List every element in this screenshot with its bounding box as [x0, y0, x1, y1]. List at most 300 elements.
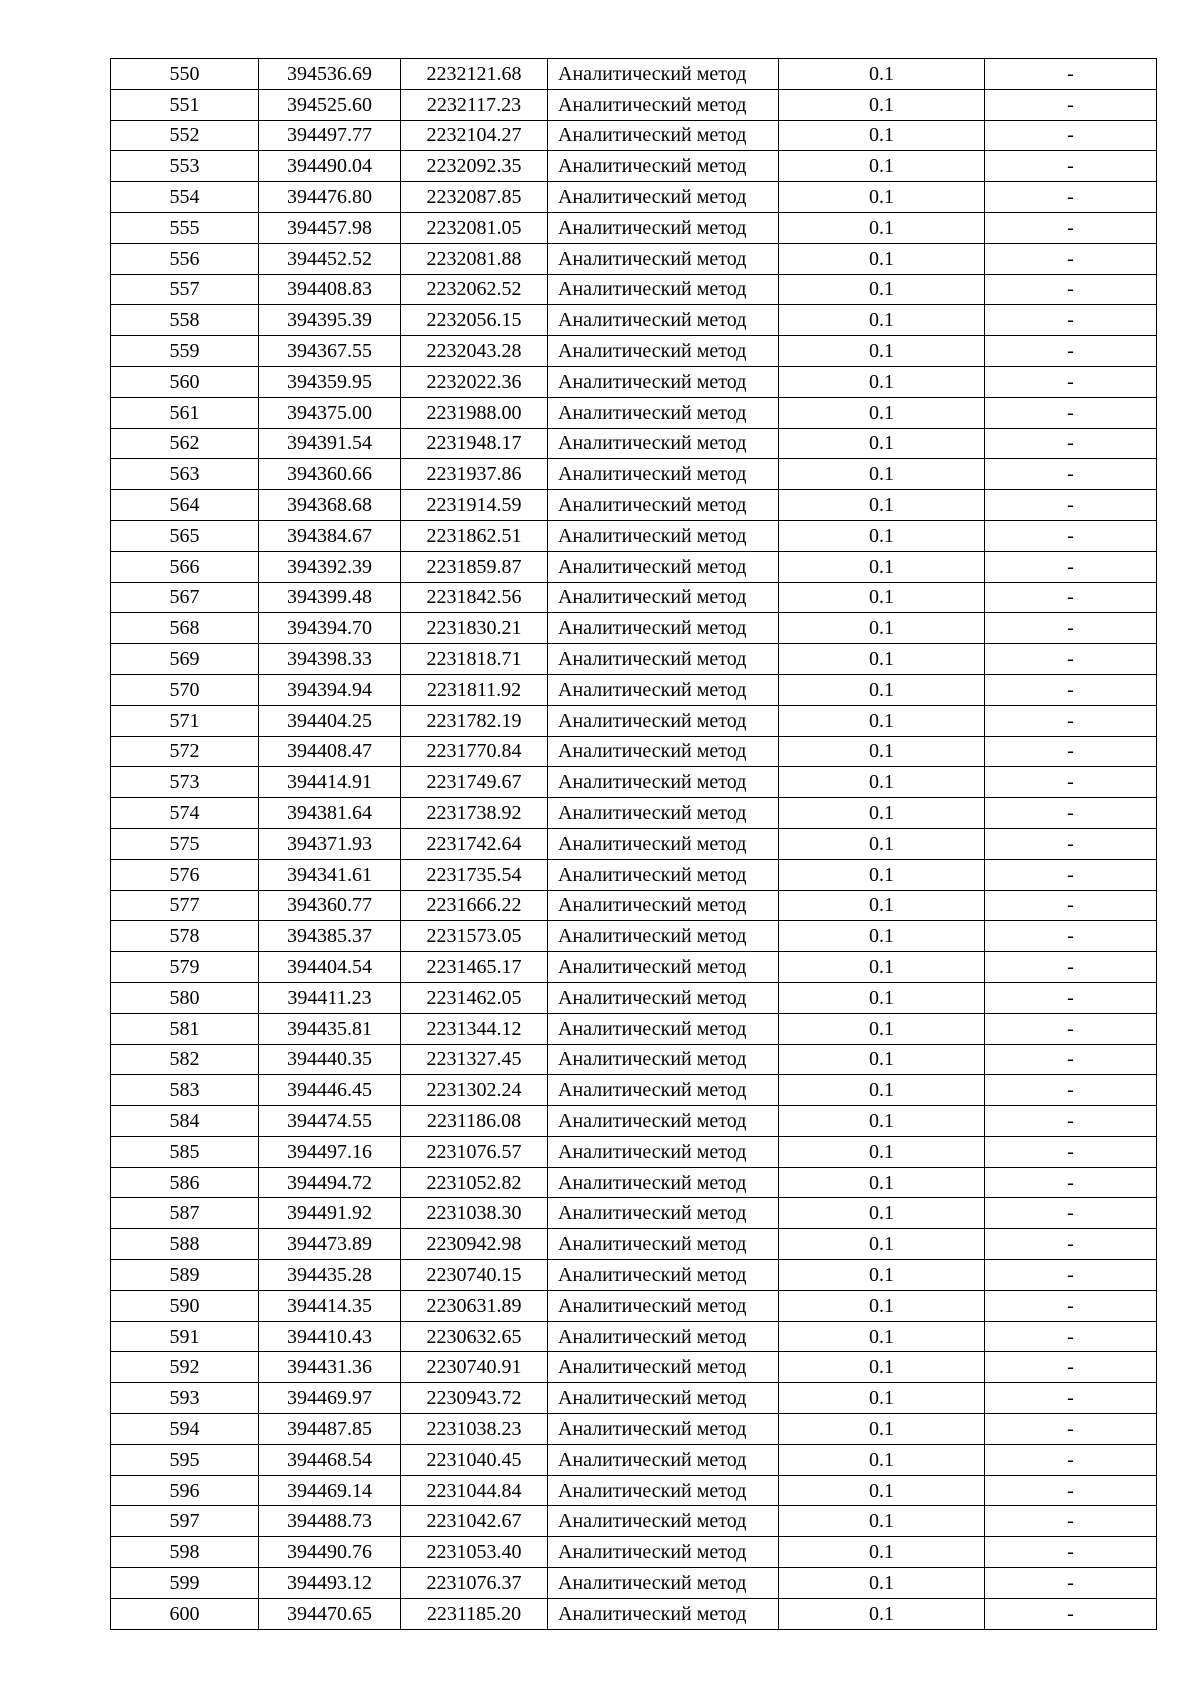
note-cell: - [985, 1167, 1157, 1198]
table-row [111, 59, 1157, 90]
accuracy-cell: 0.1 [779, 151, 985, 182]
note-cell: - [985, 1598, 1157, 1629]
note-cell: - [985, 274, 1157, 305]
y-coordinate-cell: 2231076.57 [401, 1136, 548, 1167]
table-row [111, 674, 1157, 705]
x-coordinate-cell: 394490.04 [259, 151, 401, 182]
point-number-cell: 560 [111, 366, 259, 397]
method-cell: Аналитический метод [548, 1260, 779, 1291]
table-row [111, 1598, 1157, 1629]
note-cell: - [985, 182, 1157, 213]
accuracy-cell: 0.1 [779, 582, 985, 613]
accuracy-cell: 0.1 [779, 613, 985, 644]
y-coordinate-cell: 2231465.17 [401, 952, 548, 983]
x-coordinate-cell: 394414.91 [259, 767, 401, 798]
y-coordinate-cell: 2232043.28 [401, 336, 548, 367]
note-cell: - [985, 212, 1157, 243]
table-row [111, 859, 1157, 890]
table-row [111, 798, 1157, 829]
table-row [111, 890, 1157, 921]
x-coordinate-cell: 394399.48 [259, 582, 401, 613]
accuracy-cell: 0.1 [779, 274, 985, 305]
note-cell: - [985, 736, 1157, 767]
table-row [111, 1352, 1157, 1383]
x-coordinate-cell: 394404.25 [259, 705, 401, 736]
method-cell: Аналитический метод [548, 890, 779, 921]
method-cell: Аналитический метод [548, 859, 779, 890]
table-row [111, 1414, 1157, 1445]
y-coordinate-cell: 2231811.92 [401, 674, 548, 705]
y-coordinate-cell: 2231573.05 [401, 921, 548, 952]
y-coordinate-cell: 2230942.98 [401, 1229, 548, 1260]
note-cell: - [985, 859, 1157, 890]
y-coordinate-cell: 2231988.00 [401, 397, 548, 428]
point-number-cell: 573 [111, 767, 259, 798]
y-coordinate-cell: 2231937.86 [401, 459, 548, 490]
accuracy-cell: 0.1 [779, 1106, 985, 1137]
x-coordinate-cell: 394394.94 [259, 674, 401, 705]
point-number-cell: 569 [111, 644, 259, 675]
note-cell: - [985, 674, 1157, 705]
table-row [111, 120, 1157, 151]
method-cell: Аналитический метод [548, 613, 779, 644]
method-cell: Аналитический метод [548, 1414, 779, 1445]
x-coordinate-cell: 394398.33 [259, 644, 401, 675]
note-cell: - [985, 828, 1157, 859]
x-coordinate-cell: 394470.65 [259, 1598, 401, 1629]
point-number-cell: 581 [111, 1013, 259, 1044]
point-number-cell: 555 [111, 212, 259, 243]
table-row [111, 1321, 1157, 1352]
accuracy-cell: 0.1 [779, 1352, 985, 1383]
x-coordinate-cell: 394473.89 [259, 1229, 401, 1260]
note-cell: - [985, 1229, 1157, 1260]
y-coordinate-cell: 2231042.67 [401, 1506, 548, 1537]
accuracy-cell: 0.1 [779, 336, 985, 367]
point-number-cell: 587 [111, 1198, 259, 1229]
table-row [111, 952, 1157, 983]
x-coordinate-cell: 394488.73 [259, 1506, 401, 1537]
method-cell: Аналитический метод [548, 1537, 779, 1568]
note-cell: - [985, 890, 1157, 921]
note-cell: - [985, 459, 1157, 490]
point-number-cell: 598 [111, 1537, 259, 1568]
method-cell: Аналитический метод [548, 89, 779, 120]
y-coordinate-cell: 2231344.12 [401, 1013, 548, 1044]
point-number-cell: 564 [111, 490, 259, 521]
note-cell: - [985, 1321, 1157, 1352]
x-coordinate-cell: 394359.95 [259, 366, 401, 397]
method-cell: Аналитический метод [548, 921, 779, 952]
point-number-cell: 571 [111, 705, 259, 736]
method-cell: Аналитический метод [548, 1013, 779, 1044]
y-coordinate-cell: 2231749.67 [401, 767, 548, 798]
table-row [111, 1229, 1157, 1260]
note-cell: - [985, 397, 1157, 428]
table-row [111, 1568, 1157, 1599]
point-number-cell: 557 [111, 274, 259, 305]
x-coordinate-cell: 394469.97 [259, 1383, 401, 1414]
x-coordinate-cell: 394525.60 [259, 89, 401, 120]
accuracy-cell: 0.1 [779, 1506, 985, 1537]
point-number-cell: 583 [111, 1075, 259, 1106]
table-row [111, 1290, 1157, 1321]
table-row [111, 1167, 1157, 1198]
point-number-cell: 580 [111, 982, 259, 1013]
note-cell: - [985, 1444, 1157, 1475]
x-coordinate-cell: 394341.61 [259, 859, 401, 890]
point-number-cell: 566 [111, 551, 259, 582]
x-coordinate-cell: 394536.69 [259, 59, 401, 90]
y-coordinate-cell: 2231735.54 [401, 859, 548, 890]
y-coordinate-cell: 2231040.45 [401, 1444, 548, 1475]
table-row [111, 459, 1157, 490]
y-coordinate-cell: 2232104.27 [401, 120, 548, 151]
point-number-cell: 553 [111, 151, 259, 182]
x-coordinate-cell: 394360.77 [259, 890, 401, 921]
table-row [111, 428, 1157, 459]
y-coordinate-cell: 2231842.56 [401, 582, 548, 613]
method-cell: Аналитический метод [548, 767, 779, 798]
point-number-cell: 561 [111, 397, 259, 428]
point-number-cell: 591 [111, 1321, 259, 1352]
method-cell: Аналитический метод [548, 982, 779, 1013]
x-coordinate-cell: 394493.12 [259, 1568, 401, 1599]
method-cell: Аналитический метод [548, 212, 779, 243]
method-cell: Аналитический метод [548, 1598, 779, 1629]
note-cell: - [985, 1013, 1157, 1044]
x-coordinate-cell: 394375.00 [259, 397, 401, 428]
y-coordinate-cell: 2232117.23 [401, 89, 548, 120]
point-number-cell: 590 [111, 1290, 259, 1321]
point-number-cell: 585 [111, 1136, 259, 1167]
y-coordinate-cell: 2230631.89 [401, 1290, 548, 1321]
table-row [111, 336, 1157, 367]
note-cell: - [985, 151, 1157, 182]
accuracy-cell: 0.1 [779, 1568, 985, 1599]
accuracy-cell: 0.1 [779, 1136, 985, 1167]
accuracy-cell: 0.1 [779, 798, 985, 829]
table-row [111, 1013, 1157, 1044]
note-cell: - [985, 305, 1157, 336]
note-cell: - [985, 1260, 1157, 1291]
y-coordinate-cell: 2232121.68 [401, 59, 548, 90]
point-number-cell: 567 [111, 582, 259, 613]
method-cell: Аналитический метод [548, 952, 779, 983]
x-coordinate-cell: 394490.76 [259, 1537, 401, 1568]
accuracy-cell: 0.1 [779, 1598, 985, 1629]
note-cell: - [985, 952, 1157, 983]
y-coordinate-cell: 2231948.17 [401, 428, 548, 459]
point-number-cell: 559 [111, 336, 259, 367]
note-cell: - [985, 1352, 1157, 1383]
accuracy-cell: 0.1 [779, 212, 985, 243]
note-cell: - [985, 243, 1157, 274]
table-row [111, 89, 1157, 120]
point-number-cell: 579 [111, 952, 259, 983]
table-row [111, 212, 1157, 243]
note-cell: - [985, 1506, 1157, 1537]
accuracy-cell: 0.1 [779, 1321, 985, 1352]
point-number-cell: 599 [111, 1568, 259, 1599]
point-number-cell: 570 [111, 674, 259, 705]
accuracy-cell: 0.1 [779, 1414, 985, 1445]
table-row [111, 1106, 1157, 1137]
method-cell: Аналитический метод [548, 182, 779, 213]
x-coordinate-cell: 394494.72 [259, 1167, 401, 1198]
x-coordinate-cell: 394385.37 [259, 921, 401, 952]
table-row [111, 1475, 1157, 1506]
accuracy-cell: 0.1 [779, 520, 985, 551]
y-coordinate-cell: 2231327.45 [401, 1044, 548, 1075]
table-row [111, 1260, 1157, 1291]
coordinates-table [110, 58, 1157, 1630]
table-row [111, 613, 1157, 644]
point-number-cell: 589 [111, 1260, 259, 1291]
point-number-cell: 596 [111, 1475, 259, 1506]
point-number-cell: 568 [111, 613, 259, 644]
point-number-cell: 575 [111, 828, 259, 859]
method-cell: Аналитический метод [548, 1383, 779, 1414]
point-number-cell: 572 [111, 736, 259, 767]
method-cell: Аналитический метод [548, 274, 779, 305]
point-number-cell: 552 [111, 120, 259, 151]
y-coordinate-cell: 2231038.30 [401, 1198, 548, 1229]
x-coordinate-cell: 394497.77 [259, 120, 401, 151]
x-coordinate-cell: 394410.43 [259, 1321, 401, 1352]
x-coordinate-cell: 394431.36 [259, 1352, 401, 1383]
method-cell: Аналитический метод [548, 428, 779, 459]
note-cell: - [985, 59, 1157, 90]
method-cell: Аналитический метод [548, 736, 779, 767]
accuracy-cell: 0.1 [779, 397, 985, 428]
point-number-cell: 586 [111, 1167, 259, 1198]
y-coordinate-cell: 2232062.52 [401, 274, 548, 305]
table-body [111, 59, 1157, 1630]
point-number-cell: 588 [111, 1229, 259, 1260]
note-cell: - [985, 767, 1157, 798]
x-coordinate-cell: 394384.67 [259, 520, 401, 551]
method-cell: Аналитический метод [548, 1167, 779, 1198]
y-coordinate-cell: 2231859.87 [401, 551, 548, 582]
method-cell: Аналитический метод [548, 674, 779, 705]
x-coordinate-cell: 394368.68 [259, 490, 401, 521]
note-cell: - [985, 1414, 1157, 1445]
accuracy-cell: 0.1 [779, 1229, 985, 1260]
table-row [111, 1537, 1157, 1568]
note-cell: - [985, 551, 1157, 582]
table-row [111, 366, 1157, 397]
accuracy-cell: 0.1 [779, 551, 985, 582]
note-cell: - [985, 1290, 1157, 1321]
table-row [111, 1075, 1157, 1106]
table-row [111, 182, 1157, 213]
accuracy-cell: 0.1 [779, 1444, 985, 1475]
point-number-cell: 562 [111, 428, 259, 459]
x-coordinate-cell: 394476.80 [259, 182, 401, 213]
table-row [111, 1044, 1157, 1075]
y-coordinate-cell: 2231302.24 [401, 1075, 548, 1106]
y-coordinate-cell: 2231053.40 [401, 1537, 548, 1568]
point-number-cell: 550 [111, 59, 259, 90]
y-coordinate-cell: 2231782.19 [401, 705, 548, 736]
method-cell: Аналитический метод [548, 459, 779, 490]
method-cell: Аналитический метод [548, 551, 779, 582]
x-coordinate-cell: 394452.52 [259, 243, 401, 274]
y-coordinate-cell: 2230943.72 [401, 1383, 548, 1414]
point-number-cell: 577 [111, 890, 259, 921]
table-row [111, 1506, 1157, 1537]
note-cell: - [985, 89, 1157, 120]
table-row [111, 921, 1157, 952]
note-cell: - [985, 1106, 1157, 1137]
point-number-cell: 565 [111, 520, 259, 551]
method-cell: Аналитический метод [548, 490, 779, 521]
note-cell: - [985, 1475, 1157, 1506]
y-coordinate-cell: 2232081.05 [401, 212, 548, 243]
y-coordinate-cell: 2231044.84 [401, 1475, 548, 1506]
point-number-cell: 563 [111, 459, 259, 490]
x-coordinate-cell: 394404.54 [259, 952, 401, 983]
point-number-cell: 594 [111, 1414, 259, 1445]
method-cell: Аналитический метод [548, 1352, 779, 1383]
y-coordinate-cell: 2232056.15 [401, 305, 548, 336]
accuracy-cell: 0.1 [779, 490, 985, 521]
method-cell: Аналитический метод [548, 366, 779, 397]
note-cell: - [985, 1136, 1157, 1167]
method-cell: Аналитический метод [548, 1321, 779, 1352]
method-cell: Аналитический метод [548, 798, 779, 829]
point-number-cell: 554 [111, 182, 259, 213]
note-cell: - [985, 644, 1157, 675]
method-cell: Аналитический метод [548, 828, 779, 859]
accuracy-cell: 0.1 [779, 1383, 985, 1414]
accuracy-cell: 0.1 [779, 859, 985, 890]
note-cell: - [985, 428, 1157, 459]
point-number-cell: 597 [111, 1506, 259, 1537]
accuracy-cell: 0.1 [779, 644, 985, 675]
y-coordinate-cell: 2231862.51 [401, 520, 548, 551]
method-cell: Аналитический метод [548, 520, 779, 551]
accuracy-cell: 0.1 [779, 182, 985, 213]
note-cell: - [985, 582, 1157, 613]
y-coordinate-cell: 2231742.64 [401, 828, 548, 859]
accuracy-cell: 0.1 [779, 982, 985, 1013]
x-coordinate-cell: 394446.45 [259, 1075, 401, 1106]
accuracy-cell: 0.1 [779, 1198, 985, 1229]
table-row [111, 1383, 1157, 1414]
table-row [111, 490, 1157, 521]
method-cell: Аналитический метод [548, 1106, 779, 1137]
method-cell: Аналитический метод [548, 1506, 779, 1537]
method-cell: Аналитический метод [548, 1444, 779, 1475]
note-cell: - [985, 366, 1157, 397]
accuracy-cell: 0.1 [779, 1013, 985, 1044]
method-cell: Аналитический метод [548, 151, 779, 182]
point-number-cell: 584 [111, 1106, 259, 1137]
x-coordinate-cell: 394414.35 [259, 1290, 401, 1321]
y-coordinate-cell: 2231738.92 [401, 798, 548, 829]
accuracy-cell: 0.1 [779, 459, 985, 490]
method-cell: Аналитический метод [548, 582, 779, 613]
accuracy-cell: 0.1 [779, 1167, 985, 1198]
accuracy-cell: 0.1 [779, 705, 985, 736]
accuracy-cell: 0.1 [779, 243, 985, 274]
x-coordinate-cell: 394435.81 [259, 1013, 401, 1044]
point-number-cell: 558 [111, 305, 259, 336]
accuracy-cell: 0.1 [779, 1475, 985, 1506]
y-coordinate-cell: 2230740.15 [401, 1260, 548, 1291]
table-row [111, 243, 1157, 274]
x-coordinate-cell: 394408.83 [259, 274, 401, 305]
accuracy-cell: 0.1 [779, 305, 985, 336]
table-row [111, 520, 1157, 551]
point-number-cell: 576 [111, 859, 259, 890]
method-cell: Аналитический метод [548, 1568, 779, 1599]
method-cell: Аналитический метод [548, 1044, 779, 1075]
table-row [111, 1198, 1157, 1229]
method-cell: Аналитический метод [548, 644, 779, 675]
y-coordinate-cell: 2232081.88 [401, 243, 548, 274]
y-coordinate-cell: 2231186.08 [401, 1106, 548, 1137]
y-coordinate-cell: 2232092.35 [401, 151, 548, 182]
method-cell: Аналитический метод [548, 1075, 779, 1106]
y-coordinate-cell: 2231818.71 [401, 644, 548, 675]
method-cell: Аналитический метод [548, 1136, 779, 1167]
x-coordinate-cell: 394411.23 [259, 982, 401, 1013]
x-coordinate-cell: 394469.14 [259, 1475, 401, 1506]
x-coordinate-cell: 394440.35 [259, 1044, 401, 1075]
table-row [111, 1444, 1157, 1475]
note-cell: - [985, 336, 1157, 367]
point-number-cell: 595 [111, 1444, 259, 1475]
note-cell: - [985, 1198, 1157, 1229]
point-number-cell: 551 [111, 89, 259, 120]
x-coordinate-cell: 394487.85 [259, 1414, 401, 1445]
accuracy-cell: 0.1 [779, 366, 985, 397]
accuracy-cell: 0.1 [779, 428, 985, 459]
note-cell: - [985, 921, 1157, 952]
note-cell: - [985, 1044, 1157, 1075]
y-coordinate-cell: 2232087.85 [401, 182, 548, 213]
y-coordinate-cell: 2231914.59 [401, 490, 548, 521]
note-cell: - [985, 705, 1157, 736]
note-cell: - [985, 120, 1157, 151]
method-cell: Аналитический метод [548, 305, 779, 336]
accuracy-cell: 0.1 [779, 59, 985, 90]
method-cell: Аналитический метод [548, 59, 779, 90]
point-number-cell: 578 [111, 921, 259, 952]
x-coordinate-cell: 394367.55 [259, 336, 401, 367]
y-coordinate-cell: 2231770.84 [401, 736, 548, 767]
accuracy-cell: 0.1 [779, 1075, 985, 1106]
method-cell: Аналитический метод [548, 1475, 779, 1506]
accuracy-cell: 0.1 [779, 1537, 985, 1568]
point-number-cell: 600 [111, 1598, 259, 1629]
y-coordinate-cell: 2230632.65 [401, 1321, 548, 1352]
accuracy-cell: 0.1 [779, 828, 985, 859]
point-number-cell: 592 [111, 1352, 259, 1383]
table-row [111, 274, 1157, 305]
y-coordinate-cell: 2230740.91 [401, 1352, 548, 1383]
method-cell: Аналитический метод [548, 397, 779, 428]
x-coordinate-cell: 394408.47 [259, 736, 401, 767]
y-coordinate-cell: 2231076.37 [401, 1568, 548, 1599]
point-number-cell: 582 [111, 1044, 259, 1075]
accuracy-cell: 0.1 [779, 674, 985, 705]
point-number-cell: 574 [111, 798, 259, 829]
x-coordinate-cell: 394360.66 [259, 459, 401, 490]
